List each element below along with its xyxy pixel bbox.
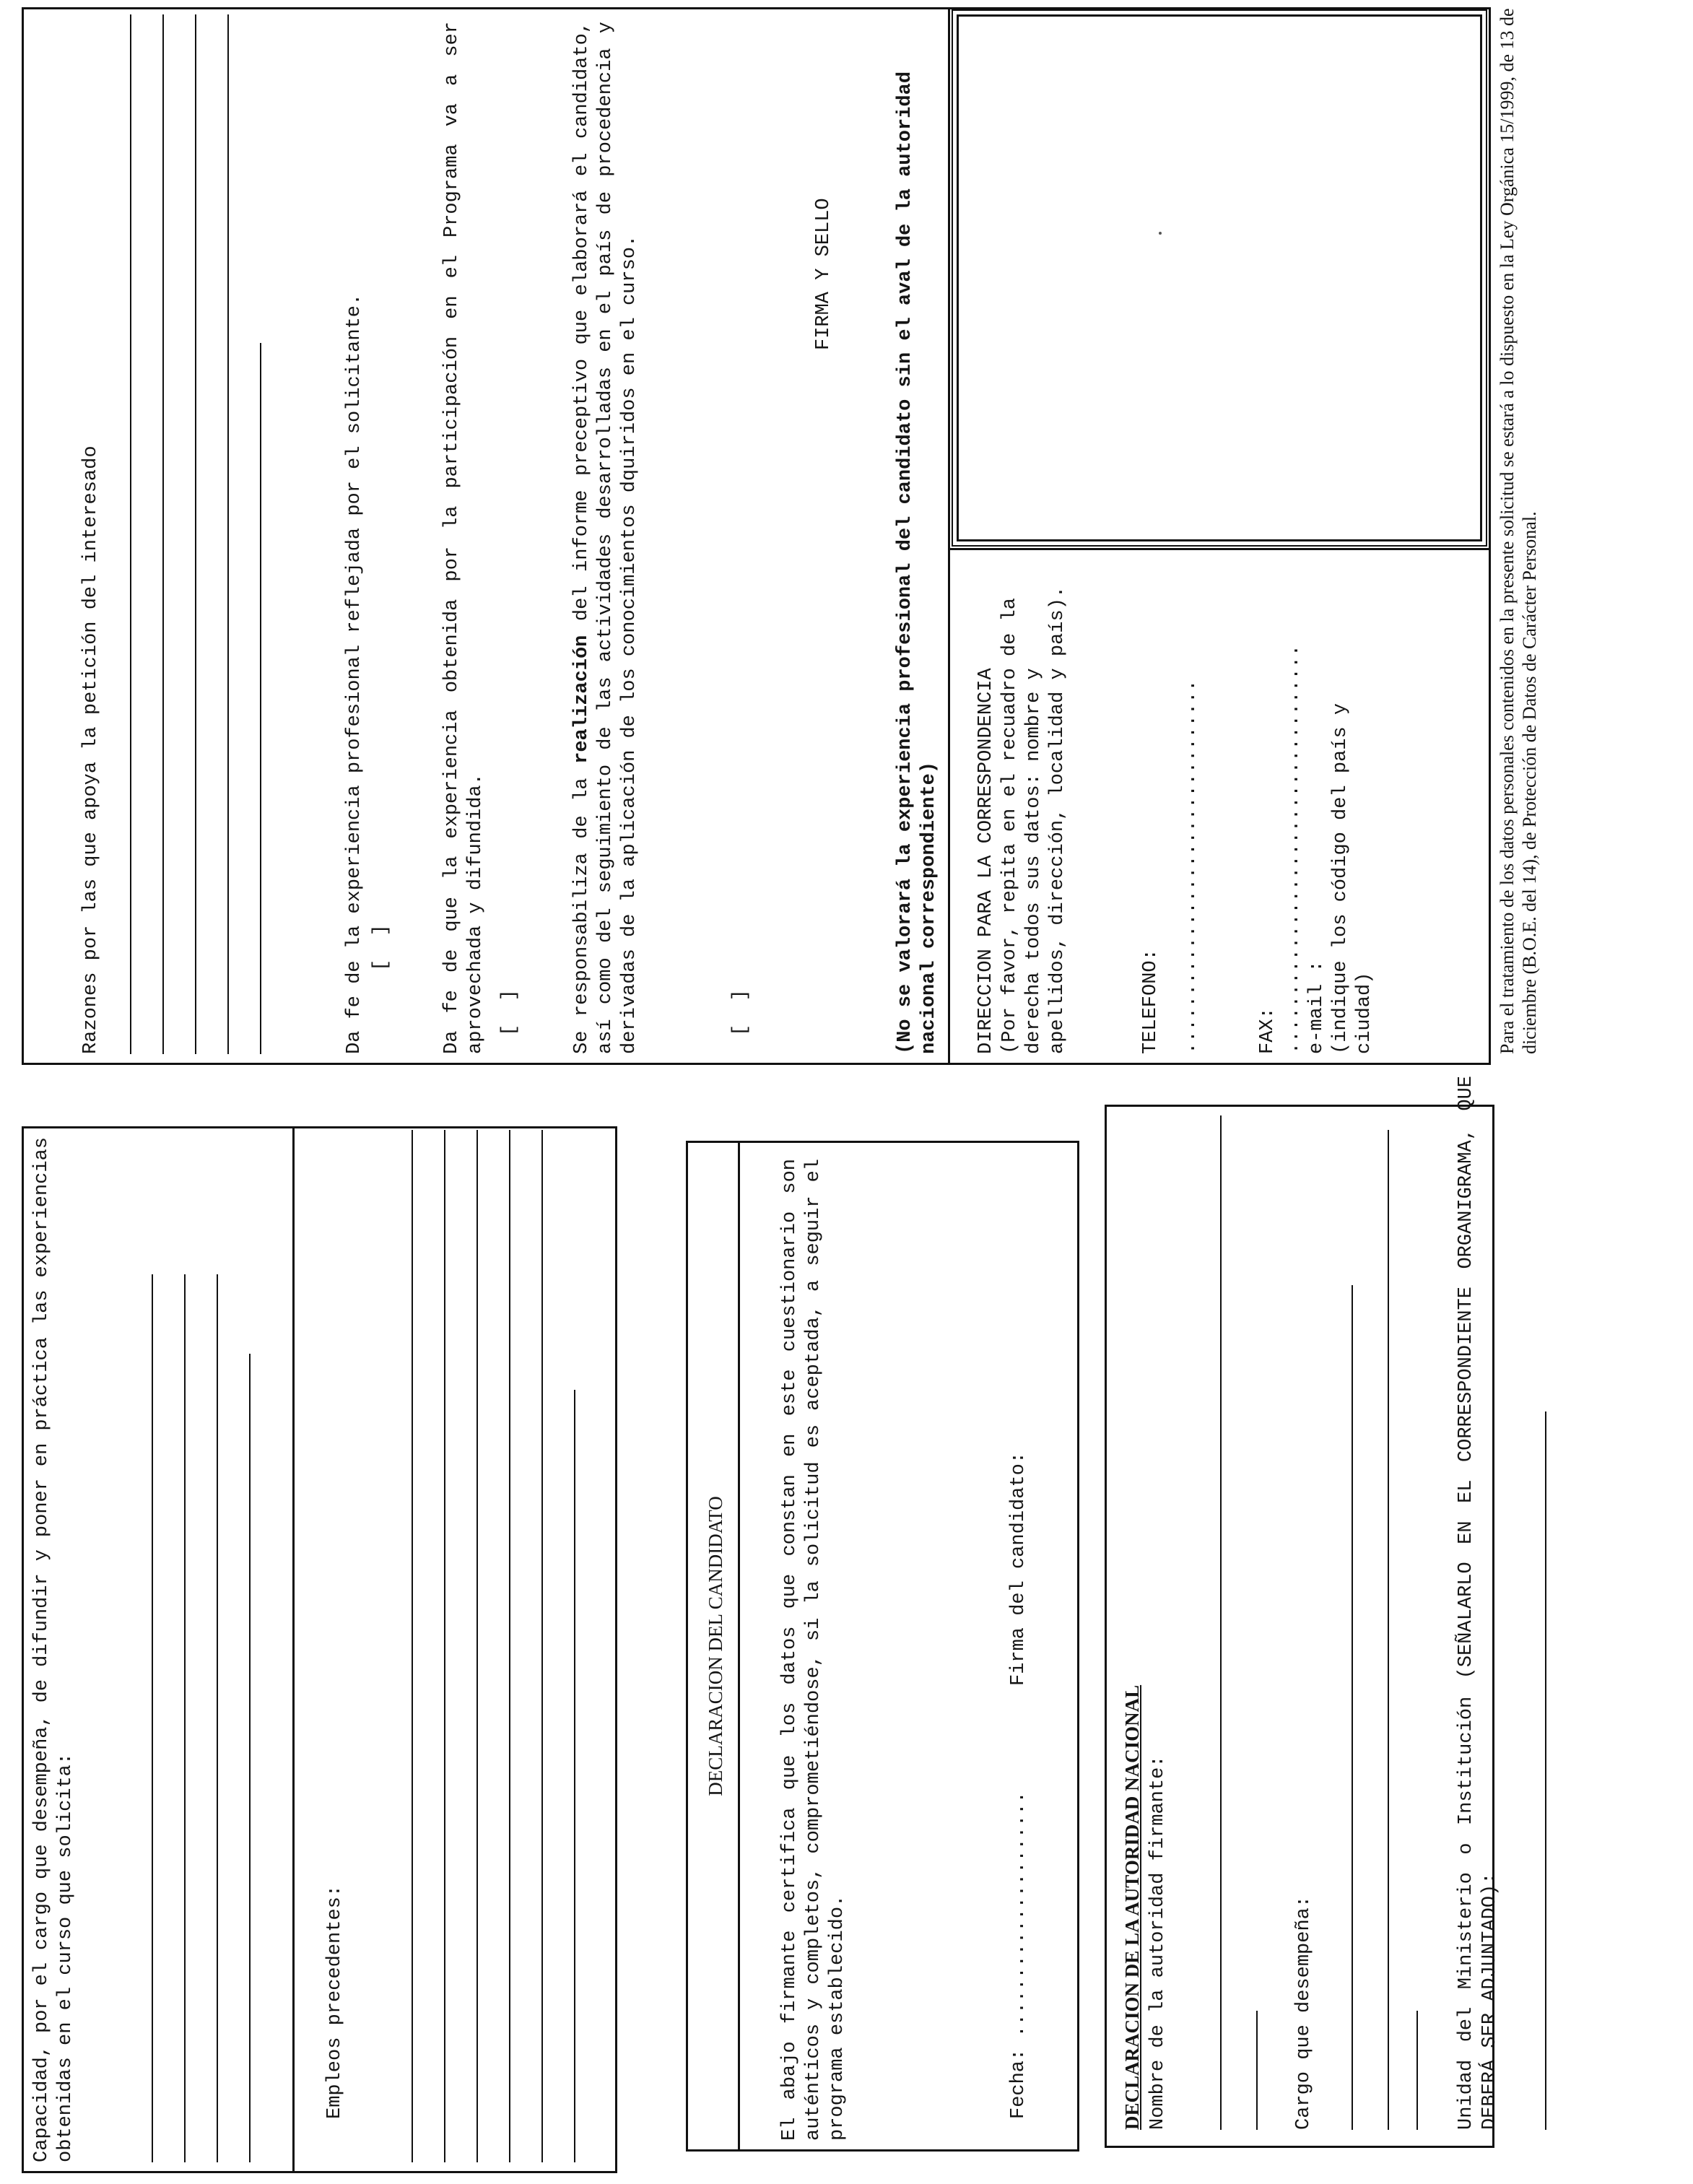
candidate-title-divider [738,1141,740,2152]
reasons-line-2[interactable] [162,14,164,1054]
responsibility-prefix: Se responsabiliza de la [571,763,593,1054]
previous-jobs-line-1[interactable] [412,1130,413,2162]
authority-position-line-1[interactable] [1352,1285,1353,2130]
authority-position-line-3[interactable] [1416,2011,1418,2130]
authority-unit-label: Unidad del Ministerio o Institución (SEÑALARLO EN EL CORRESPONDIENTE ORGANIGRAMA, QUE DEBERÁ SER ADJUNTADO): [1455,1076,1501,2130]
capacity-answer-line-2[interactable] [184,1274,186,2162]
responsibility-text [570,22,642,1054]
privacy-note: Para el tratamiento de los datos personales contenidos en la presente solicitud se estará a lo dispuesto en la Ley Orgánica 15/1999, de 13 de diciembre (B.O.E. del 14), de Protección de Datos de Carácter Personal. [1497,8,1540,1054]
previous-jobs-line-2[interactable] [444,1130,445,2162]
candidate-declaration-title: DECLARACION DEL CANDIDATO [705,1496,726,1796]
correspondence-title: DIRECCION PARA LA CORRESPONDENCIA [975,668,997,1054]
attest-experience-checkbox[interactable]: [ ] [370,924,392,971]
fax-label: FAX: [1257,1007,1279,1054]
reasons-line-1[interactable] [130,14,131,1054]
address-repeat-box[interactable] [957,14,1482,541]
fax-dots[interactable]: ................................... [1282,644,1304,1054]
previous-jobs-line-4[interactable] [509,1130,510,2162]
candidate-date-label[interactable]: Fecha: ..................... [1008,1791,1030,2119]
authority-unit-line[interactable] [1545,1411,1546,2130]
authority-name-label: Nombre de la autoridad firmante: [1147,1755,1169,2130]
authority-name-line-1[interactable] [1220,1115,1222,2130]
capacity-answer-line-1[interactable] [152,1274,153,2162]
authority-warning: (No se valorará la experiencia profesional del candidato sin el aval de la autoridad nacional correspondiente) [895,71,940,1054]
reasons-line-3[interactable] [195,14,196,1054]
candidate-signature-label[interactable]: Firma del candidato: [1008,1451,1030,1686]
reasons-line-5[interactable] [260,343,261,1054]
scan-speck [1159,232,1162,235]
capacity-answer-line-4[interactable] [249,1354,251,2162]
correspondence-instructions: (Por favor, repita en el recuadro de la derecha todos sus datos: nombre y apellidos, dirección, localidad y país). [999,586,1069,1054]
reasons-line-4[interactable] [227,14,229,1054]
email-note: (indique los código del país y ciudad) [1330,702,1375,1054]
authority-position-label: Cargo que desempeña: [1293,1895,1315,2130]
phone-label: TELEFONO: [1140,949,1162,1054]
previous-jobs-line-5[interactable] [541,1130,543,2162]
authority-position-line-2[interactable] [1388,1130,1389,2130]
phone-dots[interactable]: ................................ [1179,679,1201,1054]
candidate-declaration-body: El abajo firmante certifica que los datos que constan en este cuestionario son auténticos y completos, comprometiéndose, si la solicitud es aceptada, a seguir el programa establecido. [779,1159,848,2141]
correspondence-divider-vertical [948,548,1491,550]
responsibility-bold: realización [571,635,593,764]
responsibility-rest: del informe preceptivo que elaborará el candidato, así como del seguimiento de las actividades desarrolladas en el país de procedencia y derivadas de la aplicación de los conocimientos dquiridos en el curso. [571,22,640,1054]
responsibility-checkbox[interactable]: [ ] [730,989,752,1036]
attest-experience-text: Da fe de la experiencia profesional reflejada por el solicitante. [344,293,365,1054]
capacity-divider [292,1126,295,2173]
capacity-text: Capacidad, por el cargo que desempeña, de difundir y poner en práctica las experiencias obtenidas en el curso que solicita: [31,1137,77,2162]
previous-jobs-line-6[interactable] [574,1390,575,2162]
capacity-box [22,1126,617,2173]
previous-jobs-line-3[interactable] [476,1130,478,2162]
email-label[interactable]: e-mail : [1306,960,1328,1054]
reasons-label: Razones por las que apoya la petición del interesado [80,445,102,1054]
authority-name-line-2[interactable] [1256,2011,1258,2130]
previous-jobs-label: Empleos precedentes: [324,1884,346,2119]
signature-stamp-label: FIRMA Y SELLO [813,198,835,350]
correspondence-divider-top [948,7,950,1065]
authority-declaration-title: DECLARACION DE LA AUTORIDAD NACIONAL [1121,1684,1143,2130]
attest-use-text: Da fe de que la experiencia obtenida por la participación en el Programa va a ser aprovechada y difundida. [441,22,487,1054]
capacity-answer-line-3[interactable] [217,1274,218,2162]
attest-use-checkbox[interactable]: [ ] [499,989,521,1036]
